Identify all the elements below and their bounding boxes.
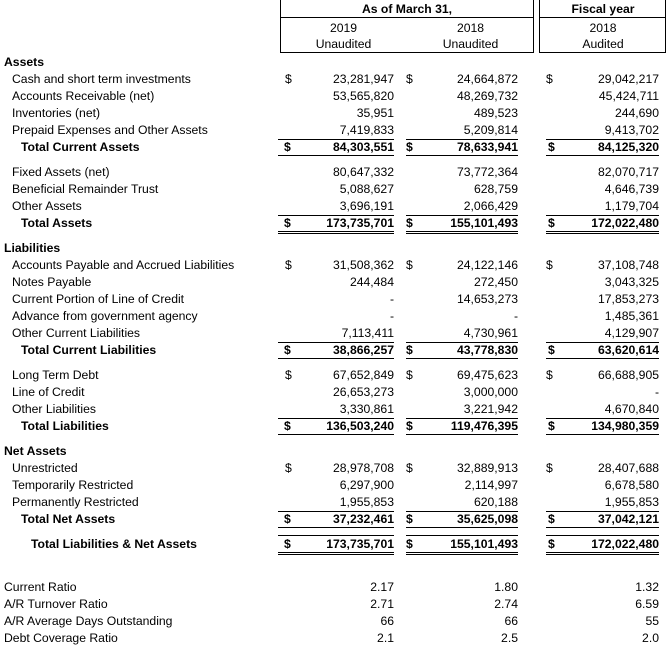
- subtotal-rule: [278, 215, 394, 216]
- row-value: 3,043,325: [604, 275, 659, 289]
- row-value: 55: [645, 614, 659, 628]
- row-value: 2.1: [377, 631, 394, 645]
- dollar-sign: $: [548, 343, 555, 357]
- row-label: Debt Coverage Ratio: [4, 631, 118, 645]
- row-value: 37,232,461: [333, 512, 394, 526]
- row-value: 173,735,701: [326, 216, 394, 230]
- dollar-sign: $: [284, 140, 291, 154]
- row-value: 35,951: [356, 106, 394, 120]
- row-label: A/R Turnover Ratio: [4, 597, 108, 611]
- row-value: 45,424,711: [598, 89, 659, 103]
- row-value: 38,866,257: [333, 343, 394, 357]
- grand-double-rule: [278, 552, 394, 555]
- row-value: 23,281,947: [333, 72, 394, 86]
- row-value: 84,125,320: [598, 140, 659, 154]
- total-rule: [546, 358, 659, 359]
- row-value: 5,088,627: [339, 182, 394, 196]
- subtotal-rule: [406, 418, 518, 419]
- row-label: Fixed Assets (net): [12, 165, 110, 179]
- row-value: 66: [380, 614, 394, 628]
- row-value: 4,646,739: [604, 182, 659, 196]
- total-rule: [278, 358, 394, 359]
- subtotal-rule: [406, 511, 518, 512]
- row-value: 14,653,273: [457, 292, 518, 306]
- row-value: 73,772,364: [457, 165, 518, 179]
- dollar-sign: $: [548, 537, 555, 551]
- dollar-sign: $: [285, 368, 292, 382]
- row-value: 3,221,942: [463, 402, 518, 416]
- dollar-sign: $: [548, 140, 555, 154]
- dollar-sign: $: [284, 537, 291, 551]
- header-col2-year: 2018: [456, 21, 485, 35]
- total-double-rule: [406, 231, 518, 234]
- row-value: 4,730,961: [463, 326, 518, 340]
- header-bottom-2: [539, 52, 666, 53]
- row-value: 53,565,820: [333, 89, 394, 103]
- header-col3-status: Audited: [582, 37, 624, 51]
- subtotal-rule: [406, 215, 518, 216]
- row-value: 9,413,702: [604, 123, 659, 137]
- row-value: 2.17: [370, 580, 394, 594]
- dollar-sign: $: [284, 512, 291, 526]
- row-value: 134,980,359: [591, 419, 659, 433]
- dollar-sign: $: [406, 419, 413, 433]
- row-value: 48,269,732: [457, 89, 518, 103]
- row-label: Other Liabilities: [12, 402, 96, 416]
- row-label: Cash and short term investments: [12, 72, 191, 86]
- dollar-sign: $: [406, 140, 413, 154]
- row-value: 3,330,861: [339, 402, 394, 416]
- dollar-sign: $: [406, 216, 413, 230]
- total-rule: [546, 527, 659, 528]
- row-label: Beneficial Remainder Trust: [12, 182, 159, 196]
- grand-top-rule: [546, 535, 659, 536]
- row-value: 24,122,146: [457, 258, 518, 272]
- row-label: Total Current Liabilities: [21, 343, 157, 357]
- row-value: 28,978,708: [333, 461, 394, 475]
- subtotal-rule: [406, 139, 518, 140]
- grand-top-rule: [278, 535, 394, 536]
- row-label: Total Assets: [21, 216, 93, 230]
- row-value: 5,209,814: [463, 123, 518, 137]
- row-value: 69,475,623: [457, 368, 518, 382]
- row-value: 43,778,830: [457, 343, 518, 357]
- row-value: -: [654, 385, 659, 399]
- row-label: A/R Average Days Outstanding: [4, 614, 173, 628]
- row-value: 84,303,551: [333, 140, 394, 154]
- dollar-sign: $: [284, 419, 291, 433]
- subtotal-rule: [546, 342, 659, 343]
- row-label: Accounts Receivable (net): [12, 89, 155, 103]
- row-value: 2,066,429: [463, 199, 518, 213]
- row-label: Other Assets: [12, 199, 82, 213]
- row-label: Total Liabilities & Net Assets: [31, 537, 197, 551]
- row-label: Notes Payable: [12, 275, 92, 289]
- col1-left-border: [280, 0, 281, 53]
- header-bottom-1: [280, 52, 534, 53]
- row-value: 28,407,688: [598, 461, 659, 475]
- dollar-sign: $: [284, 216, 291, 230]
- row-value: 2.71: [370, 597, 394, 611]
- row-value: 1,485,361: [604, 309, 659, 323]
- row-value: 6,678,580: [604, 478, 659, 492]
- header-group-as-of: As of March 31,: [361, 2, 453, 16]
- subtotal-rule: [278, 139, 394, 140]
- row-value: 78,633,941: [457, 140, 518, 154]
- row-label: Line of Credit: [12, 385, 85, 399]
- row-value: 6,297,900: [339, 478, 394, 492]
- row-value: 63,620,614: [598, 343, 659, 357]
- dollar-sign: $: [546, 258, 553, 272]
- subtotal-rule: [546, 215, 659, 216]
- row-label: Total Net Assets: [21, 512, 116, 526]
- row-value: 7,113,411: [341, 326, 394, 340]
- row-value: 2.0: [642, 631, 659, 645]
- total-rule: [278, 527, 394, 528]
- subtotal-rule: [546, 139, 659, 140]
- row-value: 66: [504, 614, 518, 628]
- row-value: 173,735,701: [326, 537, 394, 551]
- row-value: 172,022,480: [591, 537, 659, 551]
- grand-double-rule: [406, 552, 518, 555]
- dollar-sign: $: [546, 72, 553, 86]
- subtotal-rule: [546, 511, 659, 512]
- row-label: Current Ratio: [4, 580, 77, 594]
- row-value: 272,450: [473, 275, 518, 289]
- row-value: 1,955,853: [339, 495, 394, 509]
- dollar-sign: $: [284, 343, 291, 357]
- row-label: Prepaid Expenses and Other Assets: [12, 123, 208, 137]
- total-rule: [278, 434, 394, 435]
- total-rule: [546, 434, 659, 435]
- row-value: 2,114,997: [464, 478, 518, 492]
- dollar-sign: $: [285, 258, 292, 272]
- header-col1-status: Unaudited: [315, 37, 372, 51]
- dollar-sign: $: [548, 512, 555, 526]
- col2-right-border: [533, 0, 534, 53]
- subtotal-rule: [546, 418, 659, 419]
- row-label: Accounts Payable and Accrued Liabilities: [12, 258, 235, 272]
- total-rule: [278, 155, 394, 156]
- header-col2-status: Unaudited: [442, 37, 499, 51]
- row-value: 2.5: [501, 631, 518, 645]
- row-value: 7,419,833: [339, 123, 394, 137]
- subtotal-rule: [278, 418, 394, 419]
- row-value: 26,653,273: [333, 385, 394, 399]
- row-value: 172,022,480: [591, 216, 659, 230]
- row-value: 1,179,704: [604, 199, 659, 213]
- row-label: Long Term Debt: [12, 368, 99, 382]
- row-value: -: [389, 292, 394, 306]
- row-value: 155,101,493: [450, 537, 518, 551]
- dollar-sign: $: [546, 461, 553, 475]
- row-label: Current Portion of Line of Credit: [12, 292, 185, 306]
- row-value: 82,070,717: [598, 165, 659, 179]
- dollar-sign: $: [406, 461, 413, 475]
- row-value: 37,042,121: [598, 512, 659, 526]
- total-rule: [406, 527, 518, 528]
- dollar-sign: $: [285, 461, 292, 475]
- row-value: 29,042,217: [598, 72, 659, 86]
- row-label: Temporarily Restricted: [12, 478, 134, 492]
- row-value: 1.80: [494, 580, 518, 594]
- row-value: 244,484: [349, 275, 394, 289]
- dollar-sign: $: [548, 216, 555, 230]
- row-value: 32,889,913: [457, 461, 518, 475]
- subtotal-rule: [278, 511, 394, 512]
- row-value: 136,503,240: [326, 419, 394, 433]
- dollar-sign: $: [406, 72, 413, 86]
- dollar-sign: $: [548, 419, 555, 433]
- row-label: Total Current Assets: [21, 140, 140, 154]
- dollar-sign: $: [285, 72, 292, 86]
- row-label: Other Current Liabilities: [12, 326, 141, 340]
- row-value: 244,690: [614, 106, 659, 120]
- total-rule: [546, 155, 659, 156]
- row-value: 3,000,000: [463, 385, 518, 399]
- row-value: 155,101,493: [450, 216, 518, 230]
- grand-double-rule: [546, 552, 659, 555]
- dollar-sign: $: [546, 368, 553, 382]
- row-value: 628,759: [473, 182, 518, 196]
- row-value: 3,696,191: [339, 199, 394, 213]
- row-value: 66,688,905: [598, 368, 659, 382]
- header-group-fiscal-year: Fiscal year: [571, 2, 635, 16]
- row-value: 17,853,273: [598, 292, 659, 306]
- row-value: 2.74: [494, 597, 518, 611]
- col3-right-border: [665, 0, 666, 53]
- row-value: 37,108,748: [598, 258, 659, 272]
- row-label: Inventories (net): [12, 106, 101, 120]
- row-value: 67,652,849: [333, 368, 394, 382]
- row-value: 80,647,332: [333, 165, 394, 179]
- total-rule: [406, 434, 518, 435]
- total-rule: [406, 358, 518, 359]
- row-value: 31,508,362: [333, 258, 394, 272]
- subtotal-rule: [278, 342, 394, 343]
- dollar-sign: $: [406, 343, 413, 357]
- row-label: Permanently Restricted: [12, 495, 139, 509]
- row-value: 620,188: [473, 495, 518, 509]
- total-double-rule: [546, 231, 659, 234]
- subtotal-rule: [406, 342, 518, 343]
- row-value: 1.32: [635, 580, 659, 594]
- header-underline-2: [540, 17, 666, 18]
- header-underline-1: [281, 17, 533, 18]
- header-col1-year: 2019: [329, 21, 358, 35]
- row-value: -: [513, 309, 518, 323]
- row-label: Assets: [4, 55, 44, 69]
- col3-left-border: [539, 0, 540, 53]
- row-value: 6.59: [635, 597, 659, 611]
- dollar-sign: $: [406, 537, 413, 551]
- total-rule: [406, 155, 518, 156]
- row-value: 1,955,853: [604, 495, 659, 509]
- dollar-sign: $: [406, 258, 413, 272]
- dollar-sign: $: [406, 368, 413, 382]
- row-label: Net Assets: [4, 444, 67, 458]
- row-label: Liabilities: [4, 241, 61, 255]
- header-col3-year: 2018: [589, 21, 617, 35]
- row-value: -: [389, 309, 394, 323]
- row-label: Total Liabilities: [21, 419, 109, 433]
- row-value: 24,664,872: [457, 72, 518, 86]
- row-value: 489,523: [473, 106, 518, 120]
- row-label: Advance from government agency: [12, 309, 198, 323]
- row-value: 4,129,907: [604, 326, 659, 340]
- grand-top-rule: [406, 535, 518, 536]
- row-value: 4,670,840: [604, 402, 659, 416]
- row-value: 119,476,395: [450, 419, 518, 433]
- row-label: Unrestricted: [12, 461, 78, 475]
- row-value: 35,625,098: [457, 512, 518, 526]
- total-double-rule: [278, 231, 394, 234]
- dollar-sign: $: [406, 512, 413, 526]
